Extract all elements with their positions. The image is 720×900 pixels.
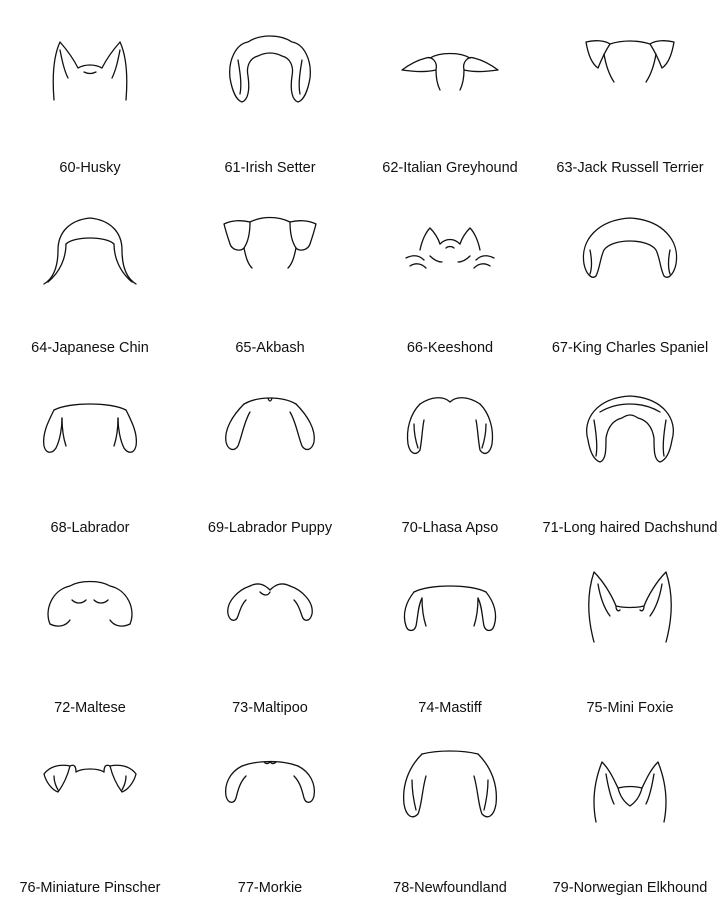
breed-label: 70-Lhasa Apso bbox=[401, 520, 499, 536]
breed-label: 67-King Charles Spaniel bbox=[551, 340, 709, 356]
breed-card[interactable] bbox=[0, 360, 180, 540]
breed-card[interactable] bbox=[0, 180, 180, 360]
miniature-pinscher-ears-icon bbox=[40, 750, 140, 830]
breed-card[interactable] bbox=[180, 540, 360, 720]
breed-label: 69-Labrador Puppy bbox=[207, 520, 333, 536]
breed-card[interactable] bbox=[540, 0, 720, 180]
akbash-ears-icon bbox=[220, 210, 320, 290]
norwegian-elkhound-ears-icon bbox=[580, 750, 680, 830]
morkie-ears-icon bbox=[220, 750, 320, 830]
mini-foxie-ears-icon bbox=[580, 570, 680, 650]
breed-card[interactable] bbox=[0, 720, 180, 900]
jack-russell-terrier-ears-icon bbox=[580, 30, 680, 110]
breed-label: 73-Maltipoo bbox=[232, 700, 308, 716]
breed-card[interactable] bbox=[540, 720, 720, 900]
breed-card[interactable] bbox=[360, 720, 540, 900]
breed-card[interactable] bbox=[540, 360, 720, 540]
keeshond-ears-icon bbox=[400, 210, 500, 290]
breed-card[interactable] bbox=[180, 0, 360, 180]
breed-card[interactable] bbox=[360, 540, 540, 720]
breed-card[interactable] bbox=[540, 180, 720, 360]
italian-greyhound-ears-icon bbox=[400, 30, 500, 110]
breed-label: 60-Husky bbox=[59, 160, 121, 176]
breed-label: 63-Jack Russell Terrier bbox=[556, 160, 704, 176]
breed-card[interactable] bbox=[180, 720, 360, 900]
newfoundland-ears-icon bbox=[400, 750, 500, 830]
breed-card[interactable] bbox=[180, 180, 360, 360]
breed-label: 61-Irish Setter bbox=[224, 160, 316, 176]
labrador-ears-icon bbox=[40, 390, 140, 470]
maltese-ears-icon bbox=[40, 570, 140, 650]
maltipoo-ears-icon bbox=[220, 570, 320, 650]
breed-label: 65-Akbash bbox=[235, 340, 305, 356]
breed-label: 68-Labrador bbox=[50, 520, 130, 536]
breed-label: 66-Keeshond bbox=[406, 340, 494, 356]
breed-card[interactable] bbox=[360, 360, 540, 540]
breed-card[interactable] bbox=[360, 180, 540, 360]
mastiff-ears-icon bbox=[400, 570, 500, 650]
breed-label: 71-Long haired Dachshund bbox=[542, 520, 718, 536]
lhasa-apso-ears-icon bbox=[400, 390, 500, 470]
breed-label: 76-Miniature Pinscher bbox=[19, 880, 161, 896]
breed-label: 75-Mini Foxie bbox=[586, 700, 674, 716]
breed-label: 72-Maltese bbox=[54, 700, 126, 716]
japanese-chin-ears-icon bbox=[40, 210, 140, 290]
breed-label: 79-Norwegian Elkhound bbox=[552, 880, 708, 896]
breed-card[interactable] bbox=[0, 540, 180, 720]
king-charles-spaniel-ears-icon bbox=[580, 210, 680, 290]
husky-ears-icon bbox=[40, 30, 140, 110]
breed-label: 62-Italian Greyhound bbox=[382, 160, 518, 176]
long-haired-dachshund-ears-icon bbox=[580, 390, 680, 470]
breed-card[interactable] bbox=[360, 0, 540, 180]
labrador-puppy-ears-icon bbox=[220, 390, 320, 470]
breed-card[interactable] bbox=[180, 360, 360, 540]
breed-label: 78-Newfoundland bbox=[393, 880, 507, 896]
breed-label: 64-Japanese Chin bbox=[31, 340, 149, 356]
breed-label: 74-Mastiff bbox=[418, 700, 482, 716]
breed-card[interactable] bbox=[0, 0, 180, 180]
irish-setter-ears-icon bbox=[220, 30, 320, 110]
breed-label: 77-Morkie bbox=[237, 880, 303, 896]
breed-card[interactable] bbox=[540, 540, 720, 720]
